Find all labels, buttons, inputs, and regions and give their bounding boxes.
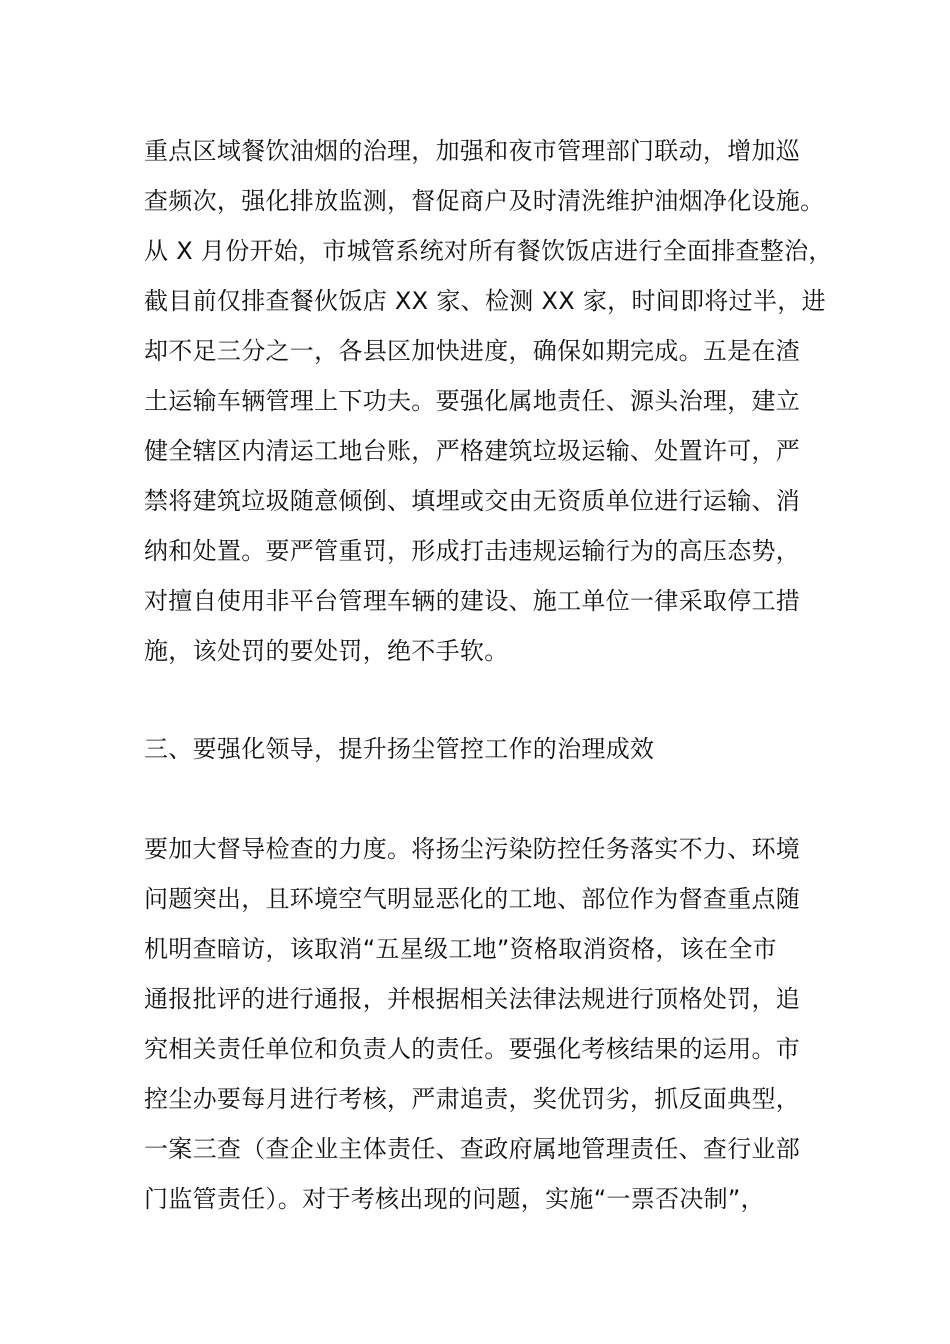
text-line: 要加大督导检查的力度。将扬尘污染防控任务落实不力、环境 bbox=[144, 835, 801, 863]
text-line: 健全辖区内清运工地台账，严格建筑垃圾运输、处置许可，严 bbox=[144, 437, 801, 465]
text-line: 土运输车辆管理上下功夫。要强化属地责任、源头治理，建立 bbox=[144, 387, 801, 415]
text-line: 对擅自使用非平台管理车辆的建设、施工单位一律采取停工措 bbox=[144, 587, 801, 615]
text-line: 查频次，强化排放监测，督促商户及时清洗维护油烟净化设施。 bbox=[144, 187, 825, 215]
text-line: 却不足三分之一，各县区加快进度，确保如期完成。五是在渣 bbox=[144, 337, 801, 365]
text-line: 机明查暗访，该取消“五星级工地”资格取消资格，该在全市 bbox=[144, 935, 777, 963]
text-line: 控尘办要每月进行考核，严肃追责，奖优罚劣，抓反面典型， bbox=[144, 1085, 801, 1113]
text-line: 从 X 月份开始，市城管系统对所有餐饮饭店进行全面排查整治， bbox=[144, 237, 833, 265]
text-line: 禁将建筑垃圾随意倾倒、填埋或交由无资质单位进行运输、消 bbox=[144, 487, 801, 515]
text-line: 问题突出，且环境空气明显恶化的工地、部位作为督查重点随 bbox=[144, 885, 801, 913]
text-line: 究相关责任单位和负责人的责任。要强化考核结果的运用。市 bbox=[144, 1035, 801, 1063]
text-line: 施，该处罚的要处罚，绝不手软。 bbox=[144, 637, 509, 665]
text-line: 截目前仅排查餐伙饭店 XX 家、检测 XX 家，时间即将过半，进 bbox=[144, 287, 826, 315]
text-line: 通报批评的进行通报，并根据相关法律法规进行顶格处罚，追 bbox=[144, 985, 801, 1013]
text-line: 重点区域餐饮油烟的治理，加强和夜市管理部门联动，增加巡 bbox=[144, 137, 801, 165]
text-line: 门监管责任）。对于考核出现的问题，实施“一票否决制”， bbox=[144, 1185, 765, 1213]
text-line: 一案三查（查企业主体责任、查政府属地管理责任、查行业部 bbox=[144, 1135, 801, 1163]
text-line: 纳和处置。要严管重罚，形成打击违规运输行为的高压态势， bbox=[144, 537, 801, 565]
section-heading: 三、要强化领导，提升扬尘管控工作的治理成效 bbox=[144, 735, 655, 763]
